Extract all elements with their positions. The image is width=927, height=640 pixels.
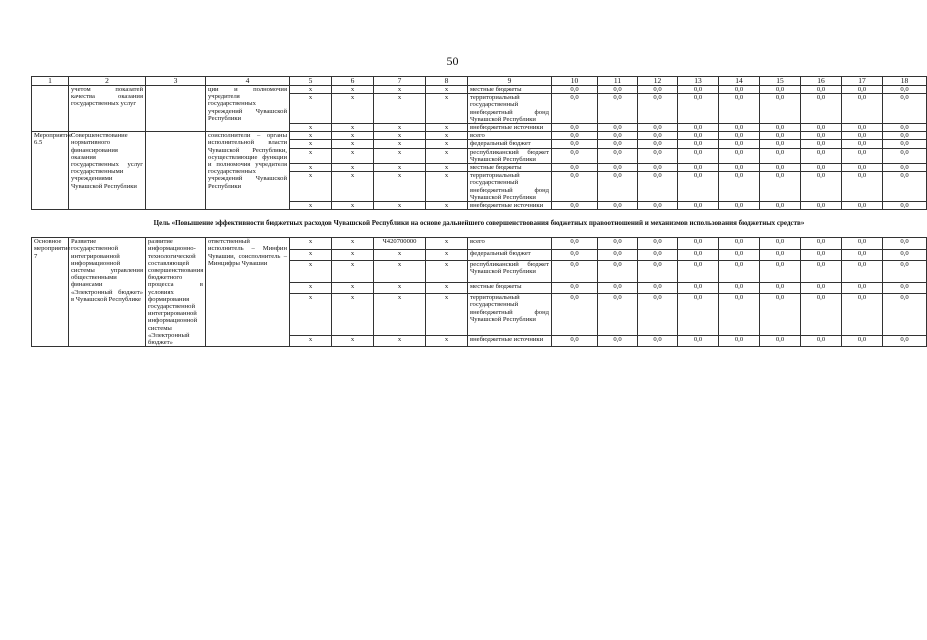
- cell-code: x: [426, 294, 468, 336]
- cell-code: x: [332, 294, 374, 336]
- cell-value: 0,0: [883, 140, 927, 148]
- cell-code: x: [290, 132, 332, 140]
- cell-value: 0,0: [598, 164, 638, 172]
- page-number: 50: [446, 54, 459, 68]
- col-header: 10: [552, 77, 598, 86]
- cell-code: x: [426, 249, 468, 260]
- cell-value: 0,0: [883, 164, 927, 172]
- cell-value: 0,0: [638, 124, 678, 132]
- cell-code: x: [290, 140, 332, 148]
- cell-code: x: [290, 249, 332, 260]
- goal-row: [32, 210, 927, 238]
- table-body: [32, 86, 927, 347]
- cell-goal-link: [146, 132, 206, 210]
- cell-value: 0,0: [883, 86, 927, 94]
- cell-code: x: [426, 172, 468, 202]
- cell-value: 0,0: [842, 132, 883, 140]
- cell-value: 0,0: [842, 261, 883, 283]
- cell-value: 0,0: [801, 140, 842, 148]
- cell-code: x: [426, 94, 468, 124]
- cell-code: x: [374, 164, 426, 172]
- cell-value: 0,0: [760, 202, 801, 210]
- cell-value: 0,0: [760, 140, 801, 148]
- cell-executor: ции и полномочия учредителя государственных учреждений Чувашской Республики: [206, 86, 290, 132]
- cell-value: 0,0: [638, 94, 678, 124]
- cell-code: x: [290, 94, 332, 124]
- cell-code: x: [290, 148, 332, 163]
- cell-value: 0,0: [801, 202, 842, 210]
- cell-value: 0,0: [719, 282, 760, 293]
- cell-value: 0,0: [678, 282, 719, 293]
- cell-value: 0,0: [552, 282, 598, 293]
- cell-value: 0,0: [801, 148, 842, 163]
- table-row: [32, 132, 927, 140]
- cell-value: 0,0: [842, 282, 883, 293]
- cell-value: 0,0: [760, 148, 801, 163]
- col-header: 1: [32, 77, 69, 86]
- cell-value: 0,0: [638, 294, 678, 336]
- col-header: 6: [332, 77, 374, 86]
- cell-code: x: [426, 202, 468, 210]
- cell-value: 0,0: [678, 86, 719, 94]
- cell-value: 0,0: [638, 202, 678, 210]
- cell-value: 0,0: [719, 335, 760, 347]
- cell-code: x: [290, 124, 332, 132]
- cell-source: всего: [468, 132, 552, 140]
- cell-value: 0,0: [842, 94, 883, 124]
- cell-code: x: [426, 124, 468, 132]
- col-header: 9: [468, 77, 552, 86]
- cell-source: республиканский бюджет Чувашской Республики: [468, 148, 552, 163]
- cell-value: 0,0: [638, 148, 678, 163]
- cell-value: 0,0: [678, 124, 719, 132]
- cell-value: 0,0: [842, 124, 883, 132]
- cell-value: 0,0: [801, 238, 842, 249]
- cell-value: 0,0: [678, 249, 719, 260]
- cell-value: 0,0: [552, 238, 598, 249]
- cell-value: 0,0: [638, 238, 678, 249]
- cell-value: 0,0: [842, 294, 883, 336]
- cell-value: 0,0: [883, 94, 927, 124]
- cell-code: x: [332, 164, 374, 172]
- cell-value: 0,0: [883, 335, 927, 347]
- cell-value: 0,0: [552, 261, 598, 283]
- cell-value: 0,0: [842, 249, 883, 260]
- cell-value: 0,0: [678, 148, 719, 163]
- cell-value: 0,0: [598, 294, 638, 336]
- cell-source: внебюджетные источники: [468, 202, 552, 210]
- cell-value: 0,0: [598, 261, 638, 283]
- col-header: 11: [598, 77, 638, 86]
- cell-source: местные бюджеты: [468, 282, 552, 293]
- cell-value: 0,0: [719, 172, 760, 202]
- cell-code: x: [332, 249, 374, 260]
- cell-value: 0,0: [842, 335, 883, 347]
- cell-value: 0,0: [801, 261, 842, 283]
- cell-code: x: [332, 132, 374, 140]
- cell-value: 0,0: [883, 282, 927, 293]
- cell-value: 0,0: [678, 335, 719, 347]
- cell-value: 0,0: [883, 261, 927, 283]
- cell-code: x: [332, 282, 374, 293]
- cell-code: x: [374, 282, 426, 293]
- cell-value: 0,0: [760, 124, 801, 132]
- cell-code: x: [290, 172, 332, 202]
- cell-value: 0,0: [638, 172, 678, 202]
- cell-value: 0,0: [638, 261, 678, 283]
- col-header: 18: [883, 77, 927, 86]
- cell-value: 0,0: [552, 335, 598, 347]
- cell-value: 0,0: [760, 238, 801, 249]
- cell-value: 0,0: [883, 202, 927, 210]
- cell-value: 0,0: [760, 282, 801, 293]
- cell-value: 0,0: [552, 172, 598, 202]
- cell-value: 0,0: [552, 94, 598, 124]
- cell-value: 0,0: [760, 94, 801, 124]
- cell-value: 0,0: [801, 335, 842, 347]
- cell-code: x: [332, 335, 374, 347]
- cell-source: территориальный государственный внебюджетный фонд Чувашской Республики: [468, 94, 552, 124]
- cell-code: x: [290, 282, 332, 293]
- cell-code: x: [290, 164, 332, 172]
- cell-value: 0,0: [678, 132, 719, 140]
- cell-source: территориальный государственный внебюджетный фонд Чувашской Республики: [468, 172, 552, 202]
- cell-value: 0,0: [719, 140, 760, 148]
- cell-code: x: [374, 140, 426, 148]
- cell-value: 0,0: [552, 132, 598, 140]
- cell-status: Основное мероприятие 7: [32, 238, 69, 347]
- cell-value: 0,0: [842, 202, 883, 210]
- cell-value: 0,0: [760, 294, 801, 336]
- cell-value: 0,0: [598, 282, 638, 293]
- cell-value: 0,0: [883, 172, 927, 202]
- cell-code: x: [332, 140, 374, 148]
- cell-value: 0,0: [552, 148, 598, 163]
- cell-code: x: [426, 86, 468, 94]
- cell-value: 0,0: [842, 140, 883, 148]
- cell-value: 0,0: [638, 282, 678, 293]
- table-row: [32, 86, 927, 94]
- col-header: 12: [638, 77, 678, 86]
- cell-value: 0,0: [842, 238, 883, 249]
- cell-value: 0,0: [842, 86, 883, 94]
- cell-value: 0,0: [638, 164, 678, 172]
- cell-value: 0,0: [842, 172, 883, 202]
- cell-code: x: [332, 124, 374, 132]
- cell-value: 0,0: [883, 249, 927, 260]
- cell-value: 0,0: [883, 238, 927, 249]
- cell-goal-link: развитие информационно-технологической составляющей совершенствования бюджетного процесса в условиях формирования государственной интегрированной информационной системы «Электронный бюджет»: [146, 238, 206, 347]
- cell-value: 0,0: [598, 172, 638, 202]
- cell-code: x: [374, 294, 426, 336]
- cell-value: 0,0: [638, 335, 678, 347]
- col-header: 3: [146, 77, 206, 86]
- cell-code: x: [290, 86, 332, 94]
- cell-value: 0,0: [801, 164, 842, 172]
- cell-code: x: [332, 86, 374, 94]
- budget-table: [31, 76, 927, 347]
- cell-value: 0,0: [760, 132, 801, 140]
- col-header: 2: [69, 77, 146, 86]
- cell-code: x: [426, 282, 468, 293]
- cell-value: 0,0: [760, 86, 801, 94]
- cell-code: x: [290, 238, 332, 249]
- cell-value: 0,0: [678, 94, 719, 124]
- cell-value: 0,0: [552, 140, 598, 148]
- cell-value: 0,0: [638, 86, 678, 94]
- cell-value: 0,0: [801, 249, 842, 260]
- cell-value: 0,0: [552, 86, 598, 94]
- cell-value: 0,0: [719, 164, 760, 172]
- cell-source: внебюджетные источники: [468, 335, 552, 347]
- cell-code: x: [332, 238, 374, 249]
- cell-value: 0,0: [719, 132, 760, 140]
- cell-executor: соисполнители – органы исполнительной власти Чувашской Республики, осуществляющие функции и полномочия учредителя государственных учреждений Чувашской Республики: [206, 132, 290, 210]
- cell-value: 0,0: [801, 282, 842, 293]
- table-row: [32, 238, 927, 249]
- col-header: 13: [678, 77, 719, 86]
- cell-value: 0,0: [598, 140, 638, 148]
- cell-code: x: [426, 132, 468, 140]
- col-header: 15: [760, 77, 801, 86]
- cell-code: Ч420700000: [374, 238, 426, 249]
- cell-value: 0,0: [760, 335, 801, 347]
- col-header: 5: [290, 77, 332, 86]
- cell-value: 0,0: [598, 124, 638, 132]
- cell-value: 0,0: [678, 202, 719, 210]
- cell-executor: ответственный исполнитель – Минфин Чувашии, соисполнитель – Минцифры Чувашии: [206, 238, 290, 347]
- cell-source: республиканский бюджет Чувашской Республики: [468, 261, 552, 283]
- cell-code: x: [290, 261, 332, 283]
- cell-value: 0,0: [638, 132, 678, 140]
- cell-code: x: [332, 172, 374, 202]
- cell-value: 0,0: [678, 140, 719, 148]
- cell-value: 0,0: [678, 294, 719, 336]
- cell-value: 0,0: [598, 86, 638, 94]
- cell-source: территориальный государственный внебюджетный фонд Чувашской Республики: [468, 294, 552, 336]
- cell-code: x: [426, 335, 468, 347]
- cell-value: 0,0: [678, 261, 719, 283]
- cell-code: x: [374, 124, 426, 132]
- cell-source: местные бюджеты: [468, 164, 552, 172]
- cell-code: x: [374, 172, 426, 202]
- cell-status: Мероприятие 6.5: [32, 132, 69, 210]
- cell-value: 0,0: [678, 172, 719, 202]
- cell-code: x: [374, 335, 426, 347]
- cell-value: 0,0: [598, 202, 638, 210]
- cell-code: x: [374, 148, 426, 163]
- cell-value: 0,0: [883, 294, 927, 336]
- cell-source: внебюджетные источники: [468, 124, 552, 132]
- cell-code: x: [426, 148, 468, 163]
- cell-code: x: [332, 148, 374, 163]
- cell-code: x: [290, 202, 332, 210]
- cell-code: x: [332, 94, 374, 124]
- col-header: 8: [426, 77, 468, 86]
- goal-heading: Цель «Повышение эффективности бюджетных расходов Чувашской Республики на основе дальнейшего совершенствования бюджетных правоотношений и механизмов использования бюджетных средств»: [32, 210, 927, 238]
- cell-event-name: Развитие государственной интегрированной информационной системы управления общественными финансами «Электронный бюджет» в Чувашской Республике: [69, 238, 146, 347]
- col-header: 16: [801, 77, 842, 86]
- cell-value: 0,0: [598, 238, 638, 249]
- cell-value: 0,0: [883, 132, 927, 140]
- cell-value: 0,0: [598, 249, 638, 260]
- cell-value: 0,0: [883, 148, 927, 163]
- cell-value: 0,0: [719, 124, 760, 132]
- cell-value: 0,0: [598, 94, 638, 124]
- cell-value: 0,0: [801, 172, 842, 202]
- cell-code: x: [374, 249, 426, 260]
- cell-code: x: [374, 261, 426, 283]
- cell-source: федеральный бюджет: [468, 249, 552, 260]
- cell-source: всего: [468, 238, 552, 249]
- cell-value: 0,0: [598, 148, 638, 163]
- cell-code: x: [374, 132, 426, 140]
- cell-code: x: [426, 140, 468, 148]
- cell-value: 0,0: [638, 249, 678, 260]
- cell-status: [32, 86, 69, 132]
- cell-code: x: [426, 238, 468, 249]
- cell-value: 0,0: [552, 202, 598, 210]
- cell-event-name: учетом показатей качества оказания государственных услуг: [69, 86, 146, 132]
- cell-value: 0,0: [678, 164, 719, 172]
- cell-code: x: [290, 294, 332, 336]
- cell-value: 0,0: [598, 335, 638, 347]
- cell-value: 0,0: [552, 294, 598, 336]
- col-header: 14: [719, 77, 760, 86]
- cell-value: 0,0: [552, 249, 598, 260]
- col-header: 4: [206, 77, 290, 86]
- cell-value: 0,0: [678, 238, 719, 249]
- cell-value: 0,0: [842, 164, 883, 172]
- cell-value: 0,0: [719, 94, 760, 124]
- cell-value: 0,0: [552, 124, 598, 132]
- col-header: 17: [842, 77, 883, 86]
- cell-value: 0,0: [760, 249, 801, 260]
- cell-value: 0,0: [719, 86, 760, 94]
- cell-value: 0,0: [598, 132, 638, 140]
- cell-goal-link: [146, 86, 206, 132]
- cell-code: x: [426, 261, 468, 283]
- cell-value: 0,0: [883, 124, 927, 132]
- cell-value: 0,0: [719, 202, 760, 210]
- cell-value: 0,0: [760, 164, 801, 172]
- cell-code: x: [374, 94, 426, 124]
- cell-value: 0,0: [801, 94, 842, 124]
- cell-value: 0,0: [719, 249, 760, 260]
- cell-value: 0,0: [760, 172, 801, 202]
- cell-value: 0,0: [719, 294, 760, 336]
- cell-value: 0,0: [760, 261, 801, 283]
- cell-event-name: Совершенствование нормативного финансирования оказания государственных услуг государственными учреждениями Чувашской Республики: [69, 132, 146, 210]
- cell-value: 0,0: [801, 86, 842, 94]
- cell-code: x: [290, 335, 332, 347]
- cell-value: 0,0: [842, 148, 883, 163]
- cell-source: федеральный бюджет: [468, 140, 552, 148]
- cell-value: 0,0: [638, 140, 678, 148]
- cell-source: местные бюджеты: [468, 86, 552, 94]
- cell-code: x: [374, 202, 426, 210]
- cell-value: 0,0: [719, 238, 760, 249]
- cell-value: 0,0: [801, 294, 842, 336]
- cell-code: x: [374, 86, 426, 94]
- cell-value: 0,0: [801, 132, 842, 140]
- header-row: [32, 77, 927, 86]
- cell-code: x: [426, 164, 468, 172]
- cell-value: 0,0: [801, 124, 842, 132]
- cell-value: 0,0: [719, 261, 760, 283]
- col-header: 7: [374, 77, 426, 86]
- cell-code: x: [332, 261, 374, 283]
- cell-value: 0,0: [552, 164, 598, 172]
- cell-code: x: [332, 202, 374, 210]
- cell-value: 0,0: [719, 148, 760, 163]
